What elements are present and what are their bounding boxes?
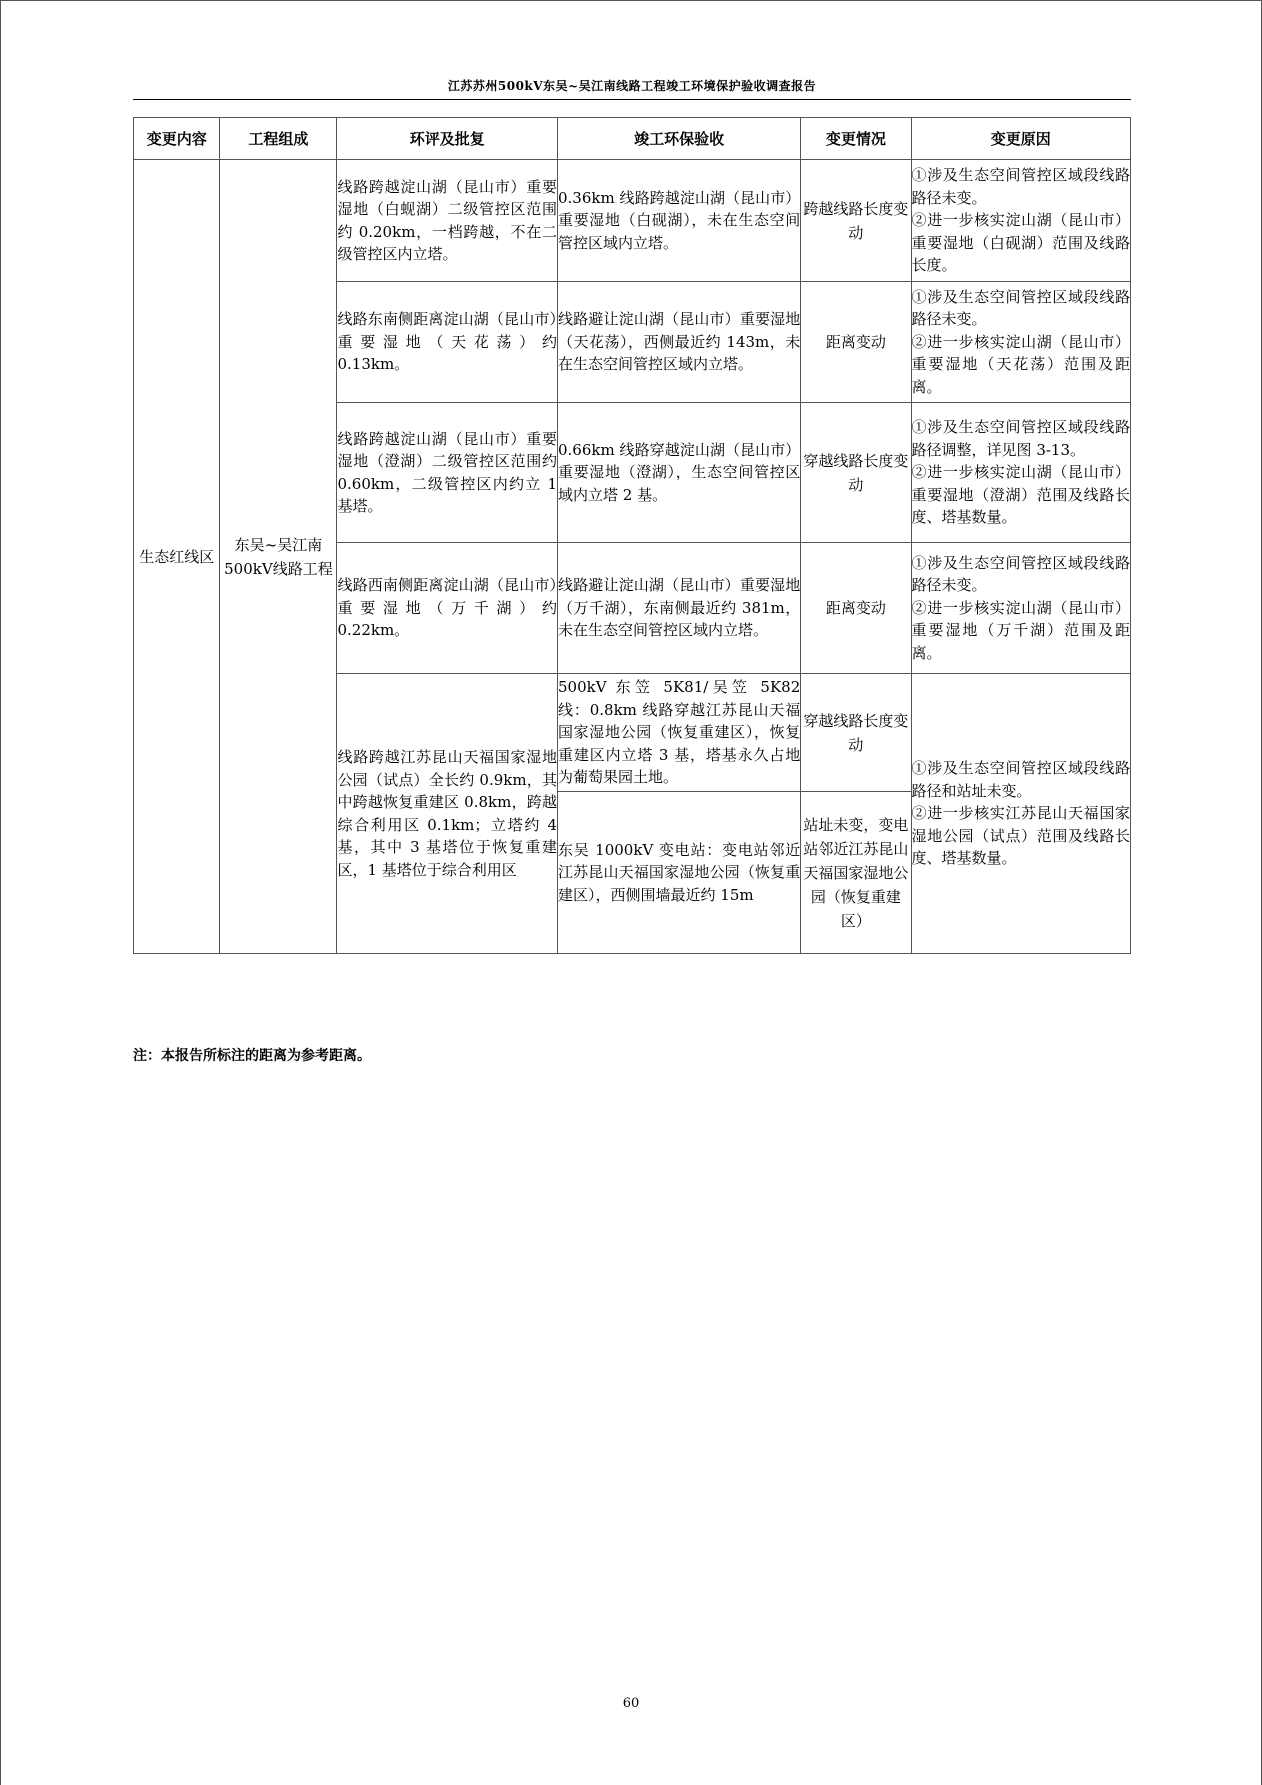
table-header-row: [134, 118, 1131, 160]
column-header-eia: 环评及批复: [337, 118, 558, 160]
column-header-change-reason: 变更原因: [911, 118, 1130, 160]
reason-line-1: ①涉及生态空间管控区域段线路路径未变。: [911, 166, 1130, 207]
header-rule: [133, 99, 1131, 100]
eia-cell: 线路跨越淀山湖（昆山市）重要湿地（澄湖）二级管控区范围约 0.60km，二级管控区内约立 1 基塔。: [337, 403, 558, 543]
column-header-acceptance: 竣工环保验收: [558, 118, 801, 160]
reason-line-1: ①涉及生态空间管控区域段线路路径调整，详见图 3-13。: [911, 418, 1130, 459]
table-row: [134, 160, 1131, 282]
footnote: 注：本报告所标注的距离为参考距离。: [133, 1048, 371, 1064]
column-header-change-status: 变更情况: [801, 118, 911, 160]
page-number: 60: [622, 1696, 640, 1711]
reason-cell: [911, 674, 1130, 954]
reason-line-2: ②进一步核实淀山湖（昆山市）重要湿地（万千湖）范围及距离。: [911, 598, 1130, 662]
acceptance-cell: 线路避让淀山湖（昆山市）重要湿地（万千湖），东南侧最近约 381m，未在生态空间管控区域内立塔。: [558, 543, 801, 674]
category-cell: 生态红线区: [134, 160, 220, 954]
report-header-title: 江苏苏州500kV东吴~吴江南线路工程竣工环境保护验收调查报告: [447, 79, 817, 93]
change-cell: 距离变动: [801, 543, 911, 674]
reason-cell: [911, 403, 1130, 543]
reason-line-1: ①涉及生态空间管控区域段线路路径未变。: [911, 553, 1130, 595]
eia-cell: 线路东南侧距离淀山湖（昆山市）重要湿地（天花荡）约 0.13km。: [337, 282, 558, 403]
page-border-top: [0, 0, 1262, 1]
eia-cell: 线路跨越淀山湖（昆山市）重要湿地（白蚬湖）二级管控区范围约 0.20km，一档跨越，不在二级管控区内立塔。: [337, 160, 558, 282]
change-cell: 穿越线路长度变动: [801, 403, 911, 543]
change-cell: 站址未变，变电站邻近江苏昆山天福国家湿地公园（恢复重建区）: [801, 792, 911, 954]
acceptance-cell: 线路避让淀山湖（昆山市）重要湿地（天花荡），西侧最近约 143m，未在生态空间管控区域内立塔。: [558, 282, 801, 403]
reason-line-1: ①涉及生态空间管控区域段线路路径和站址未变。: [911, 759, 1130, 800]
acceptance-cell: 0.66km 线路穿越淀山湖（昆山市）重要湿地（澄湖），生态空间管控区域内立塔 2 基。: [558, 403, 801, 543]
reason-cell: [911, 543, 1130, 674]
component-cell: 东吴~吴江南500kV线路工程: [220, 160, 337, 954]
acceptance-cell: 0.36km 线路跨越淀山湖（昆山市）重要湿地（白砚湖），未在生态空间管控区域内立塔。: [558, 160, 801, 282]
column-header-component: 工程组成: [220, 118, 337, 160]
column-header-change-content: 变更内容: [134, 118, 220, 160]
reason-cell: [911, 282, 1130, 403]
change-cell: 跨越线路长度变动: [801, 160, 911, 282]
reason-cell: [911, 160, 1130, 282]
eia-cell: 线路跨越江苏昆山天福国家湿地公园（试点）全长约 0.9km，其中跨越恢复重建区 0.8km，跨越综合利用区 0.1km；立塔约 4 基，其中 3 基塔位于恢复重建区，1 基塔位于综合利用区: [337, 674, 558, 954]
reason-line-2: ②进一步核实江苏昆山天福国家湿地公园（试点）范围及线路长度、塔基数量。: [911, 804, 1130, 868]
acceptance-cell: 东吴 1000kV 变电站：变电站邻近江苏昆山天福国家湿地公园（恢复重建区），西侧围墙最近约 15m: [558, 792, 801, 954]
change-cell: 穿越线路长度变动: [801, 674, 911, 792]
change-table: [133, 117, 1131, 954]
eia-cell: 线路西南侧距离淀山湖（昆山市）重要湿地（万千湖）约 0.22km。: [337, 543, 558, 674]
reason-line-1: ①涉及生态空间管控区域段线路路径未变。: [911, 287, 1130, 329]
acceptance-cell: 500kV 东笠 5K81/吴笠 5K82 线：0.8km 线路穿越江苏昆山天福国家湿地公园（恢复重建区），恢复重建区内立塔 3 基，塔基永久占地为葡萄果园土地。: [558, 674, 801, 792]
page-border-left: [0, 0, 1, 1785]
reason-line-2: ②进一步核实淀山湖（昆山市）重要湿地（天花荡）范围及距离。: [911, 332, 1130, 396]
reason-line-2: ②进一步核实淀山湖（昆山市）重要湿地（澄湖）范围及线路长度、塔基数量。: [911, 463, 1130, 527]
change-cell: 距离变动: [801, 282, 911, 403]
reason-line-2: ②进一步核实淀山湖（昆山市）重要湿地（白砚湖）范围及线路长度。: [911, 211, 1130, 275]
